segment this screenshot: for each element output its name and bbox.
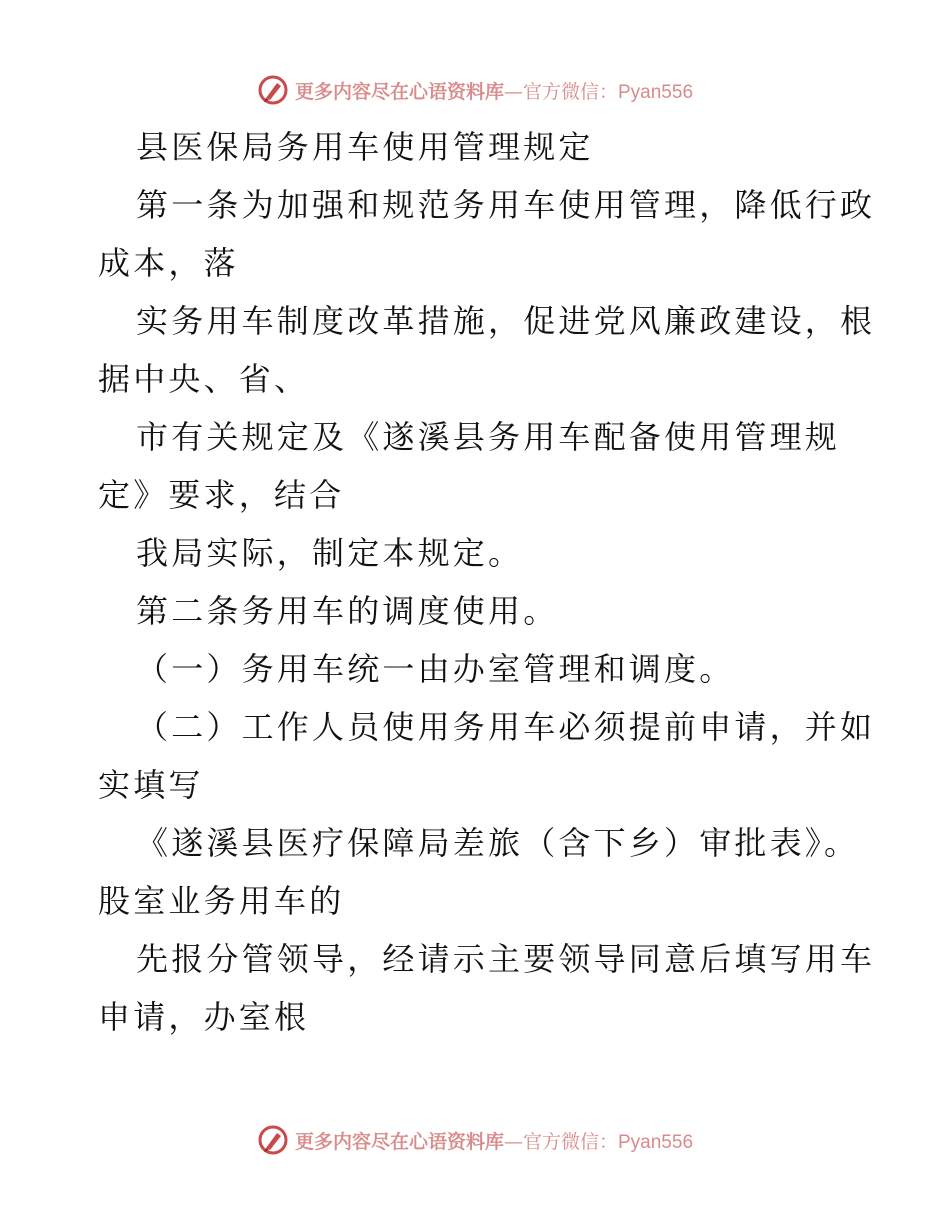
paragraph-line: 据中央、省、: [98, 360, 310, 398]
watermark-text: 更多内容尽在心语资料库—官方微信：Pyan556: [294, 80, 694, 103]
paragraph-line: 申请，办室根: [98, 998, 310, 1036]
pen-logo-icon: [257, 74, 289, 106]
watermark-header: [0, 74, 950, 106]
paragraph-line: 先报分管领导，经请示主要领导同意后填写用车: [136, 940, 876, 978]
paragraph-line: （二）工作人员使用务用车必须提前申请，并如: [136, 708, 876, 746]
paragraph-line: 实务用车制度改革措施，促进党风廉政建设，根: [136, 302, 876, 340]
watermark-text: 更多内容尽在心语资料库—官方微信：Pyan556: [294, 1130, 694, 1153]
paragraph-line: 定》要求，结合: [98, 476, 345, 514]
document-body: [98, 118, 876, 1046]
paragraph-line: 第一条为加强和规范务用车使用管理，降低行政: [136, 186, 876, 224]
paragraph-line: （一）务用车统一由办室管理和调度。: [136, 650, 735, 688]
watermark-footer: [0, 1124, 950, 1156]
paragraph-line: 《遂溪县医疗保障局差旅（含下乡）审批表》。: [136, 824, 860, 862]
paragraph-line: 市有关规定及《遂溪县务用车配备使用管理规: [136, 418, 841, 456]
paragraph-line: 实填写: [98, 766, 204, 804]
pen-logo-icon: [257, 1124, 289, 1156]
paragraph-line: 第二条务用车的调度使用。: [136, 592, 559, 630]
paragraph-line: 股室业务用车的: [98, 882, 345, 920]
document-title: 县医保局务用车使用管理规定: [136, 128, 594, 166]
paragraph-line: 我局实际，制定本规定。: [136, 534, 524, 572]
paragraph-line: 成本，落: [98, 244, 239, 282]
